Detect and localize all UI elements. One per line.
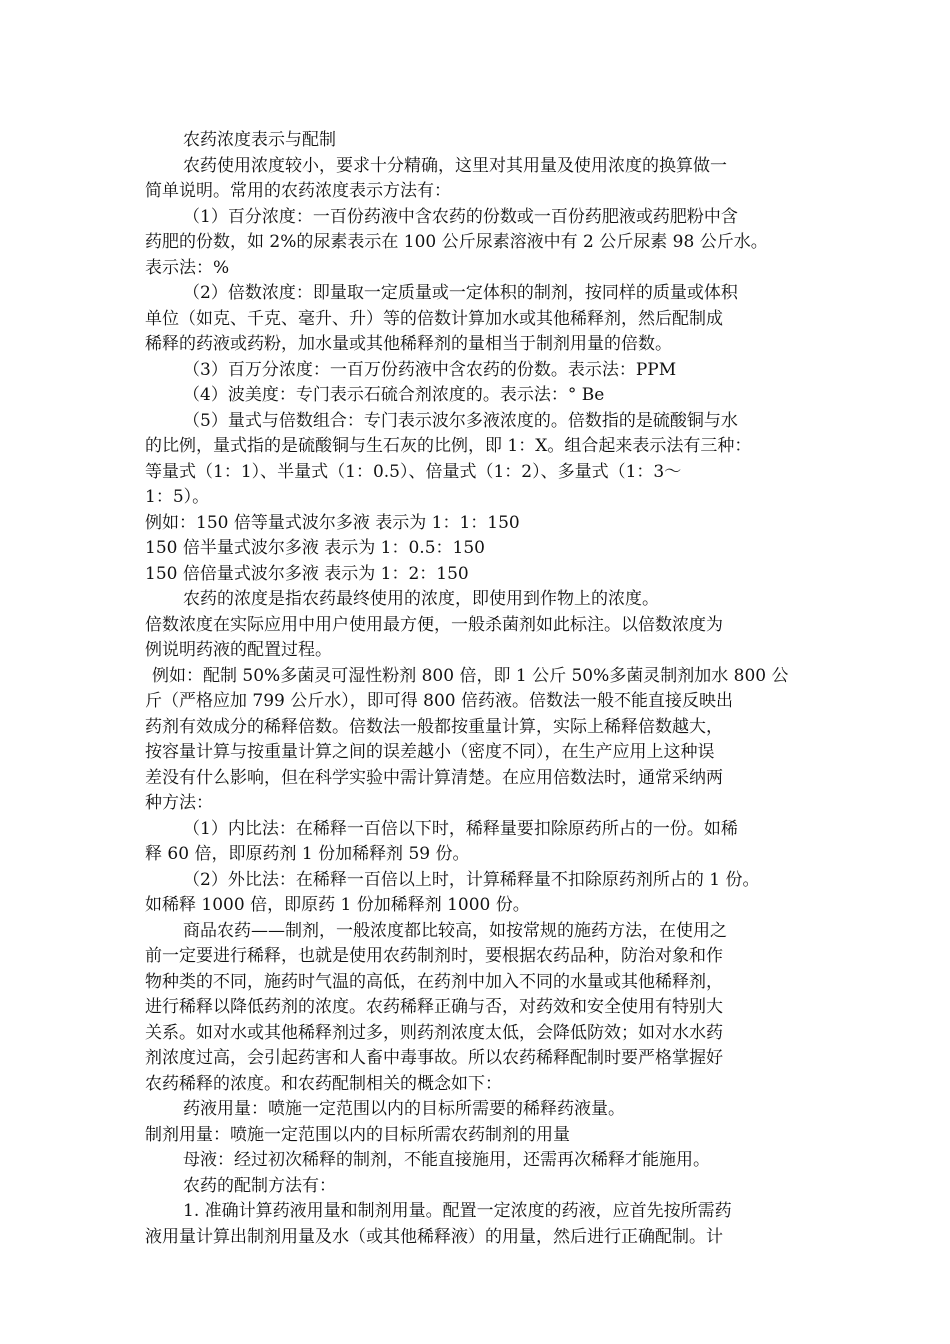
text-line: 农药的配制方法有：	[183, 1176, 336, 1196]
text-line: 倍数浓度在实际应用中用户使用最方便，一般杀菌剂如此标注。以倍数浓度为	[145, 615, 723, 635]
text-line: 药肥的份数，如 2%的尿素表示在 100 公斤尿素溶液中有 2 公斤尿素 98 公斤水。	[145, 232, 768, 252]
text-line: 制剂用量：喷施一定范围以内的目标所需农药制剂的用量	[145, 1125, 570, 1145]
text-line: 简单说明。常用的农药浓度表示方法有：	[145, 181, 451, 201]
text-line: 等量式（1：1）、半量式（1：0.5）、倍量式（1：2）、多量式（1：3～	[145, 462, 682, 482]
text-line: 的比例，量式指的是硫酸铜与生石灰的比例，即 1：X。组合起来表示法有三种：	[145, 436, 752, 456]
text-line: 剂浓度过高，会引起药害和人畜中毒事故。所以农药稀释配制时要严格掌握好	[145, 1048, 723, 1068]
text-line: 农药稀释的浓度。和农药配制相关的概念如下：	[145, 1074, 502, 1094]
text-line: 药液用量：喷施一定范围以内的目标所需要的稀释药液量。	[183, 1099, 625, 1119]
text-line: 商品农药——制剂，一般浓度都比较高，如按常规的施药方法，在使用之	[183, 921, 727, 941]
text-line: 例如：配制 50%多菌灵可湿性粉剂 800 倍，即 1 公斤 50%多菌灵制剂加水 800 公	[152, 666, 789, 686]
text-line: （1）内比法：在稀释一百倍以下时，稀释量要扣除原药所占的一份。如稀	[183, 819, 738, 839]
text-line: 药剂有效成分的稀释倍数。倍数法一般都按重量计算，实际上稀释倍数越大，	[145, 717, 723, 737]
text-line: （5）量式与倍数组合：专门表示波尔多液浓度的。倍数指的是硫酸铜与水	[183, 411, 738, 431]
text-line: 如稀释 1000 倍，即原药 1 份加稀释剂 1000 份。	[145, 895, 530, 915]
text-line: 种方法：	[145, 793, 213, 813]
text-line: 按容量计算与按重量计算之间的误差越小（密度不同），在生产应用上这种误	[145, 742, 715, 762]
text-line: 稀释的药液或药粉，加水量或其他稀释剂的量相当于制剂用量的倍数。	[145, 334, 672, 354]
text-line: 差没有什么影响，但在科学实验中需计算清楚。在应用倍数法时，通常采纳两	[145, 768, 723, 788]
text-line: （2）外比法：在稀释一百倍以上时，计算稀释量不扣除原药剂所占的 1 份。	[183, 870, 760, 890]
text-line: 进行稀释以降低药剂的浓度。农药稀释正确与否，对药效和安全使用有特别大	[145, 997, 723, 1017]
doc-title: 农药浓度表示与配制	[183, 130, 336, 150]
text-line: 液用量计算出制剂用量及水（或其他稀释液）的用量，然后进行正确配制。计	[145, 1227, 723, 1247]
text-line: 物种类的不同，施药时气温的高低，在药剂中加入不同的水量或其他稀释剂，	[145, 972, 723, 992]
text-line: 150 倍半量式波尔多液 表示为 1：0.5：150	[145, 538, 485, 558]
text-line: 斤（严格应加 799 公斤水），即可得 800 倍药液。倍数法一般不能直接反映出	[145, 691, 734, 711]
text-line: （1）百分浓度：一百份药液中含农药的份数或一百份药肥液或药肥粉中含	[183, 207, 738, 227]
text-line: 150 倍倍量式波尔多液 表示为 1：2：150	[145, 564, 469, 584]
text-line: 关系。如对水或其他稀释剂过多，则药剂浓度太低，会降低防效；如对水水药	[145, 1023, 723, 1043]
text-line: 单位（如克、千克、毫升、升）等的倍数计算加水或其他稀释剂，然后配制成	[145, 309, 723, 329]
text-line: 表示法：%	[145, 258, 230, 278]
text-line: 例说明药液的配置过程。	[145, 640, 332, 660]
text-line: 1：5）。	[145, 487, 210, 507]
text-line: 释 60 倍，即原药剂 1 份加稀释剂 59 份。	[145, 844, 470, 864]
text-line: （4）波美度：专门表示石硫合剂浓度的。表示法：° Be	[183, 385, 605, 405]
text-line: （3）百万分浓度：一百万份药液中含农药的份数。表示法：PPM	[183, 360, 677, 380]
text-line: 例如：150 倍等量式波尔多液 表示为 1：1：150	[145, 513, 520, 533]
text-line: 农药使用浓度较小，要求十分精确，这里对其用量及使用浓度的换算做一	[183, 156, 727, 176]
text-line: 农药的浓度是指农药最终使用的浓度，即使用到作物上的浓度。	[183, 589, 659, 609]
text-line: （2）倍数浓度：即量取一定质量或一定体积的制剂，按同样的质量或体积	[183, 283, 738, 303]
text-line: 母液：经过初次稀释的制剂，不能直接施用，还需再次稀释才能施用。	[183, 1150, 710, 1170]
text-line: 前一定要进行稀释，也就是使用农药制剂时，要根据农药品种，防治对象和作	[145, 946, 723, 966]
text-line: 1. 准确计算药液用量和制剂用量。配置一定浓度的药液，应首先按所需药	[183, 1201, 732, 1221]
